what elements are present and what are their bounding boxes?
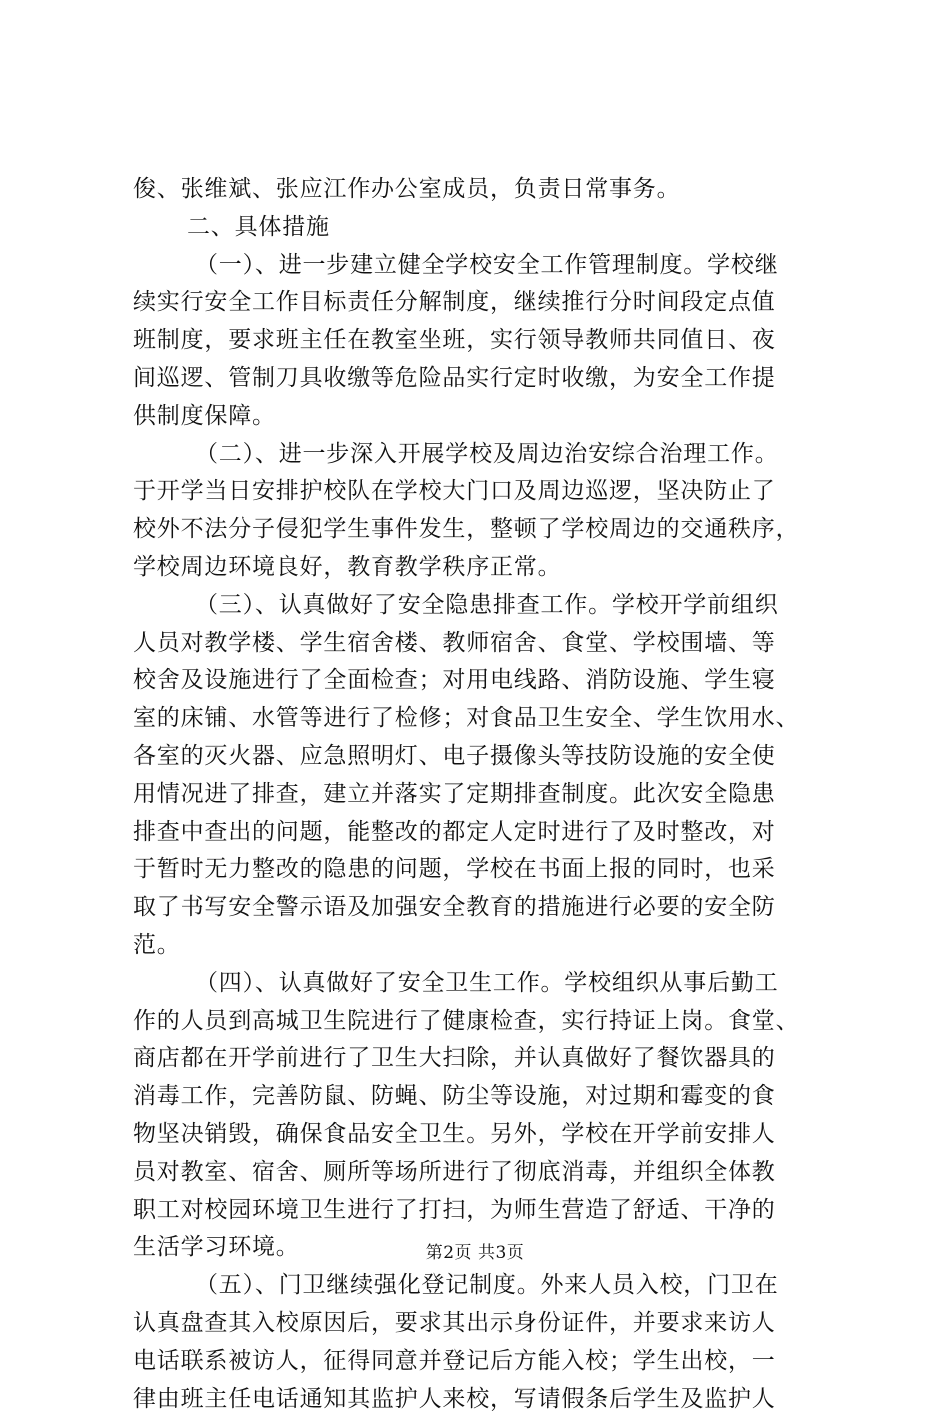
- text-line: 于开学当日安排护校队在学校大门口及周边巡逻，坚决防止了: [133, 473, 833, 511]
- page-number-footer: 第2页 共3页: [0, 1242, 950, 1264]
- paragraph-start: （二）、进一步深入开展学校及周边治安综合治理工作。: [133, 436, 833, 474]
- text-line: 律由班主任电话通知其监护人来校，写请假条后学生及监护人: [133, 1381, 833, 1418]
- text-line: 员对教室、宿舍、厕所等场所进行了彻底消毒，并组织全体教: [133, 1154, 833, 1192]
- text-line: 班制度，要求班主任在教室坐班，实行领导教师共同值日、夜: [133, 322, 833, 360]
- text-line: 消毒工作，完善防鼠、防蝇、防尘等设施，对过期和霉变的食: [133, 1078, 833, 1116]
- text-line: 学校周边环境良好，教育教学秩序正常。: [133, 549, 833, 587]
- text-line: 俊、张维斌、张应江作办公室成员，负责日常事务。: [133, 171, 833, 209]
- text-line: 于暂时无力整改的隐患的问题，学校在书面上报的同时，也采: [133, 851, 833, 889]
- text-line: 人员对教学楼、学生宿舍楼、教师宿舍、食堂、学校围墙、等: [133, 625, 833, 663]
- text-line: 排查中查出的问题，能整改的都定人定时进行了及时整改，对: [133, 814, 833, 852]
- text-line: 各室的灭火器、应急照明灯、电子摄像头等技防设施的安全使: [133, 738, 833, 776]
- text-line: 认真盘查其入校原因后，要求其出示身份证件，并要求来访人: [133, 1305, 833, 1343]
- text-line: 校外不法分子侵犯学生事件发生，整顿了学校周边的交通秩序，: [133, 511, 833, 549]
- text-line: 职工对校园环境卫生进行了打扫，为师生营造了舒适、干净的: [133, 1192, 833, 1230]
- text-line: 间巡逻、管制刀具收缴等危险品实行定时收缴，为安全工作提: [133, 360, 833, 398]
- text-line: 取了书写安全警示语及加强安全教育的措施进行必要的安全防: [133, 889, 833, 927]
- paragraph-start: （三）、认真做好了安全隐患排查工作。学校开学前组织: [133, 587, 833, 625]
- text-line: 生活学习环境。: [133, 1229, 833, 1267]
- text-line: 作的人员到高城卫生院进行了健康检查，实行持证上岗。食堂、: [133, 1003, 833, 1041]
- text-line: 电话联系被访人，征得同意并登记后方能入校；学生出校，一: [133, 1343, 833, 1381]
- text-line: 续实行安全工作目标责任分解制度，继续推行分时间段定点值: [133, 284, 833, 322]
- text-line: 用情况进了排查，建立并落实了定期排查制度。此次安全隐患: [133, 776, 833, 814]
- document-body: [133, 171, 833, 1418]
- text-line: 范。: [133, 927, 833, 965]
- text-line: 校舍及设施进行了全面检查；对用电线路、消防设施、学生寝: [133, 662, 833, 700]
- paragraph-start: （一）、进一步建立健全学校安全工作管理制度。学校继: [133, 247, 833, 285]
- text-line: 室的床铺、水管等进行了检修；对食品卫生安全、学生饮用水、: [133, 700, 833, 738]
- paragraph-start: （五）、门卫继续强化登记制度。外来人员入校，门卫在: [133, 1267, 833, 1305]
- text-line: 供制度保障。: [133, 398, 833, 436]
- text-line: 物坚决销毁，确保食品安全卫生。另外，学校在开学前安排人: [133, 1116, 833, 1154]
- section-heading: 二、具体措施: [133, 209, 833, 247]
- paragraph-start: （四）、认真做好了安全卫生工作。学校组织从事后勤工: [133, 965, 833, 1003]
- text-line: 商店都在开学前进行了卫生大扫除，并认真做好了餐饮器具的: [133, 1040, 833, 1078]
